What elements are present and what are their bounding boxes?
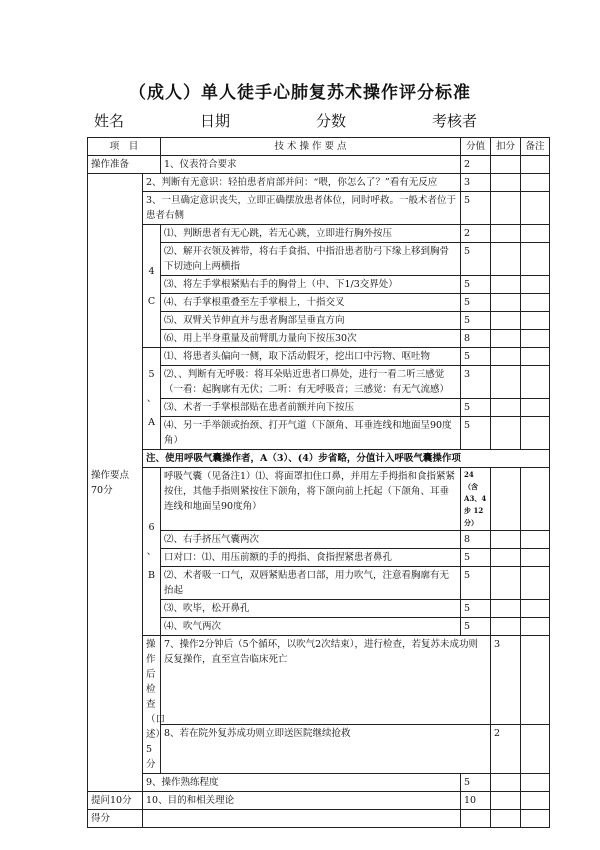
note-cell[interactable] bbox=[521, 567, 550, 600]
category-cell: 操作后检查（口述） 5分 bbox=[143, 636, 161, 774]
step-text: ⑵、、判断有无呼吸：将耳朵贴近患者口鼻处，进行一看二听三感觉（一看：起胸廓有无伏；二听：有无呼吸音；三感觉：有无气流感） bbox=[161, 366, 461, 399]
deduct-cell[interactable] bbox=[491, 567, 521, 600]
name-label: 姓名 bbox=[94, 112, 125, 130]
table-row bbox=[88, 225, 550, 243]
table-header bbox=[88, 138, 550, 156]
header-note: 备注 bbox=[521, 138, 550, 156]
table-row bbox=[88, 792, 550, 810]
deduct-cell[interactable] bbox=[491, 276, 521, 294]
step-text: 7、操作2分钟后（5个循环，以吹气2次结束），进行检查，若复苏未成功则反复操作，直至宣告临床死亡 bbox=[161, 636, 491, 725]
step-text: ⑶、将左手掌根紧贴右手的胸骨上（中、下1/3交界处） bbox=[161, 276, 461, 294]
category-cell: 得分 bbox=[88, 810, 143, 828]
note-cell[interactable] bbox=[521, 276, 550, 294]
candidate-info-line bbox=[88, 110, 548, 134]
step-text: ⑸、双臂关节伸直并与患者胸部呈垂直方向 bbox=[161, 312, 461, 330]
step-value: 5 bbox=[461, 348, 491, 366]
step-value: 5 bbox=[461, 618, 491, 636]
note-cell[interactable] bbox=[521, 348, 550, 366]
step-text: ⑵、解开衣领及裤带，将右手食指、中指沿患者肋弓下缘上移到胸骨下切迹向上两横指 bbox=[161, 243, 461, 276]
step-value: 5 bbox=[461, 312, 491, 330]
step-text: 口对口：⑴、用压前额的手的拇指、食指捏紧患者鼻孔 bbox=[161, 549, 461, 567]
step-value: 2 bbox=[461, 225, 491, 243]
note-cell[interactable] bbox=[521, 366, 550, 399]
step-text: ⑴、将患者头偏向一侧，取下活动假牙，挖出口中污物、呕吐物 bbox=[161, 348, 461, 366]
step-text: 10、目的和相关理论 bbox=[143, 792, 461, 810]
deduct-cell[interactable] bbox=[491, 792, 521, 810]
step-value: 5 bbox=[461, 774, 491, 792]
category-cell: 操作准备 bbox=[88, 156, 161, 174]
note-cell[interactable] bbox=[521, 192, 550, 225]
deduct-cell[interactable] bbox=[491, 549, 521, 567]
step-text: 呼吸气囊（见备注1）⑴、将面罩扣住口鼻，并用左手拇指和食指紧紧按住，其他手指则紧按住下颌角，将下颌向前上托起（下颌角、耳垂连线和地面呈90度角） bbox=[161, 468, 461, 531]
step-text: 1、仪表符合要求 bbox=[161, 156, 461, 174]
table-row bbox=[88, 348, 550, 366]
header-deduct: 扣分 bbox=[491, 138, 521, 156]
deduct-cell[interactable] bbox=[491, 366, 521, 399]
step-text: ⑹、用上半身重量及前臂肌力量向下按压30次 bbox=[161, 330, 461, 348]
category-cell: 提问10分 bbox=[88, 792, 143, 810]
table-row bbox=[88, 156, 550, 174]
deduct-cell[interactable] bbox=[491, 774, 521, 792]
step-value: 5 bbox=[461, 399, 491, 417]
deduct-cell[interactable] bbox=[491, 156, 521, 174]
deduct-cell[interactable] bbox=[491, 348, 521, 366]
step-value: 3 bbox=[491, 636, 521, 725]
scoring-table bbox=[87, 137, 550, 828]
table-row bbox=[88, 774, 550, 792]
page-title: （成人）单人徒手心肺复苏术操作评分标准 bbox=[129, 83, 471, 103]
step-value: 5 bbox=[461, 243, 491, 276]
step-value: 5 bbox=[461, 567, 491, 600]
note-cell[interactable] bbox=[521, 600, 550, 618]
note-cell[interactable] bbox=[521, 618, 550, 636]
deduct-cell[interactable] bbox=[491, 243, 521, 276]
group-label: 4 C bbox=[143, 225, 161, 348]
note-cell[interactable] bbox=[521, 174, 550, 192]
table-row bbox=[88, 192, 550, 225]
step-text: ⑷、吹气两次 bbox=[161, 618, 461, 636]
step-value: 24（含A3、4步 12分） bbox=[461, 468, 491, 531]
deduct-cell[interactable] bbox=[491, 225, 521, 243]
deduct-cell[interactable] bbox=[491, 174, 521, 192]
step-value: 3 bbox=[461, 174, 491, 192]
deduct-cell[interactable] bbox=[491, 417, 521, 450]
deduct-cell[interactable] bbox=[491, 312, 521, 330]
note-cell[interactable] bbox=[521, 330, 550, 348]
step-value: 3 bbox=[461, 366, 491, 399]
deduct-cell[interactable] bbox=[491, 330, 521, 348]
note-cell[interactable] bbox=[521, 468, 550, 531]
score-label: 分数 bbox=[316, 112, 347, 130]
deduct-cell[interactable] bbox=[521, 636, 550, 725]
step-value: 5 bbox=[461, 549, 491, 567]
table-row bbox=[88, 810, 550, 828]
step-value: 10 bbox=[461, 792, 491, 810]
step-value: 8 bbox=[461, 330, 491, 348]
step-value: 2 bbox=[461, 156, 491, 174]
header-points: 技 术 操 作 要 点 bbox=[161, 138, 461, 156]
note-cell[interactable] bbox=[521, 792, 550, 810]
deduct-cell[interactable] bbox=[491, 399, 521, 417]
step-value: 5 bbox=[461, 417, 491, 450]
note-row: 注、使用呼吸气囊操作者，A（3）、(4）步省略，分值计入呼吸气囊操作项 bbox=[143, 450, 550, 468]
deduct-cell[interactable] bbox=[491, 294, 521, 312]
note-cell[interactable] bbox=[521, 549, 550, 567]
step-text: ⑷、另一手举颌或抬颈、打开气道（下颌角、耳垂连线和地面呈90度角） bbox=[161, 417, 461, 450]
deduct-cell[interactable] bbox=[491, 810, 521, 828]
step-text: 3、一旦确定意识丧失，立即正确摆放患者体位，同时呼救。一般术者位于患者右侧 bbox=[143, 192, 461, 225]
deduct-cell[interactable] bbox=[491, 192, 521, 225]
table-row bbox=[88, 636, 550, 725]
note-cell[interactable] bbox=[521, 243, 550, 276]
note-cell[interactable] bbox=[521, 294, 550, 312]
category-cell: 操作要点 70分 bbox=[88, 174, 143, 792]
note-cell[interactable] bbox=[521, 810, 550, 828]
note-cell[interactable] bbox=[521, 225, 550, 243]
header-item: 项 目 bbox=[88, 138, 161, 156]
group-label: 5 、 A bbox=[143, 348, 161, 450]
note-cell[interactable] bbox=[521, 417, 550, 450]
step-text: 9、操作熟练程度 bbox=[143, 774, 461, 792]
step-value: 5 bbox=[461, 192, 491, 225]
deduct-cell[interactable] bbox=[491, 618, 521, 636]
note-cell[interactable] bbox=[521, 399, 550, 417]
step-value: 8 bbox=[461, 531, 491, 549]
step-value: 5 bbox=[461, 294, 491, 312]
note-cell[interactable] bbox=[521, 312, 550, 330]
note-cell[interactable] bbox=[521, 774, 550, 792]
step-text: ⑴、判断患者有无心跳，若无心跳，立即进行胸外按压 bbox=[161, 225, 461, 243]
deduct-cell[interactable] bbox=[491, 600, 521, 618]
total-cell[interactable] bbox=[143, 810, 461, 828]
group-label: 6 、 B bbox=[143, 468, 161, 636]
note-cell[interactable] bbox=[521, 531, 550, 549]
date-label: 日期 bbox=[200, 112, 231, 130]
step-text: ⑷、右手掌根重叠至左手掌根上，十指交叉 bbox=[161, 294, 461, 312]
header-value: 分值 bbox=[461, 138, 491, 156]
note-cell[interactable] bbox=[521, 156, 550, 174]
step-text: ⑶、吹毕，松开鼻孔 bbox=[161, 600, 461, 618]
examiner-label: 考核者 bbox=[432, 112, 478, 130]
deduct-cell[interactable] bbox=[521, 725, 550, 774]
step-text: 8、若在院外复苏成功则立即送医院继续抢救 bbox=[161, 725, 491, 774]
deduct-cell[interactable] bbox=[491, 531, 521, 549]
step-value: 5 bbox=[461, 276, 491, 294]
table-row bbox=[88, 174, 550, 192]
deduct-cell[interactable] bbox=[491, 468, 521, 531]
step-value[interactable] bbox=[461, 810, 491, 828]
table-row bbox=[88, 468, 550, 531]
step-value: 2 bbox=[491, 725, 521, 774]
step-text: ⑶、术者一手掌根部贴在患者前额并向下按压 bbox=[161, 399, 461, 417]
step-value: 5 bbox=[461, 600, 491, 618]
table-row bbox=[88, 450, 550, 468]
step-text: 2、判断有无意识：轻拍患者肩部并问：“喂，你怎么了？”看有无反应 bbox=[143, 174, 461, 192]
step-text: ⑵、术者吸一口气，双唇紧贴患者口部，用力吹气，注意看胸廓有无抬起 bbox=[161, 567, 461, 600]
step-text: ⑵、右手挤压气囊两次 bbox=[161, 531, 461, 549]
